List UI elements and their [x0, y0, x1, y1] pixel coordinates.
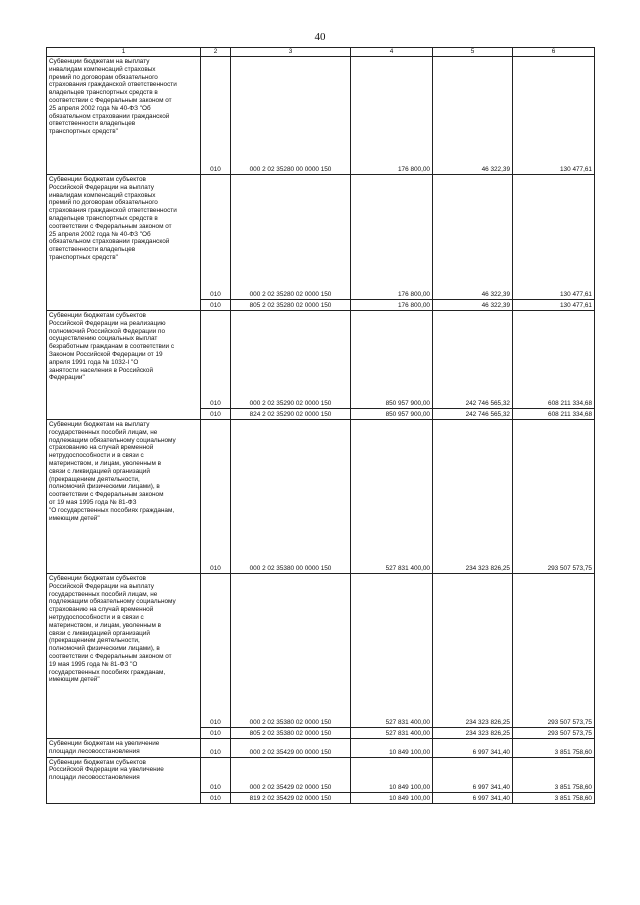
column-number-1: 1 — [47, 48, 201, 57]
line-code-cell: 010 — [201, 739, 231, 758]
indicator-description — [47, 311, 201, 420]
executed-amount-cell: 46 322,39 — [433, 57, 513, 175]
line-code-cell: 010 — [201, 420, 231, 574]
line-code-cell: 010 — [201, 409, 231, 420]
executed-amount-cell: 242 746 565,32 — [433, 311, 513, 409]
indicator-description — [47, 739, 201, 758]
budget-classification-code-cell: 000 2 02 35290 02 0000 150 — [231, 311, 351, 409]
approved-amount-cell: 10 849 100,00 — [351, 739, 433, 758]
column-number-6: 6 — [513, 48, 595, 57]
approved-amount-cell: 176 800,00 — [351, 57, 433, 175]
approved-amount-cell: 850 957 900,00 — [351, 409, 433, 420]
executed-amount-cell: 46 322,39 — [433, 300, 513, 311]
approved-amount-cell: 10 849 100,00 — [351, 757, 433, 792]
line-code-cell: 010 — [201, 757, 231, 792]
table-row — [47, 574, 595, 728]
approved-amount-cell: 176 800,00 — [351, 300, 433, 311]
column-number-4: 4 — [351, 48, 433, 57]
unexecuted-amount-cell: 130 477,61 — [513, 175, 595, 300]
executed-amount-cell: 234 323 826,25 — [433, 728, 513, 739]
indicator-description-text: Субвенции бюджетам субъектов Российской Федерации на выплату инвалидам компенсаций страховых премий по договорам обязательного страхования гражданской ответственности владельцев транспортных средств в соответствии с Федеральным законом от 25 апреля 2002 года № 40-ФЗ "Об обязательном страховании гражданской ответственности владельцев транспортных средств" — [49, 176, 177, 261]
line-code-cell: 010 — [201, 57, 231, 175]
executed-amount-cell: 234 323 826,25 — [433, 420, 513, 574]
approved-amount-cell: 527 831 400,00 — [351, 574, 433, 728]
budget-classification-code-cell: 824 2 02 35290 02 0000 150 — [231, 409, 351, 420]
table-row — [47, 420, 595, 574]
column-number-row — [47, 48, 595, 57]
indicator-description — [47, 574, 201, 739]
table-row — [47, 757, 595, 792]
budget-classification-code-cell: 819 2 02 35429 02 0000 150 — [231, 792, 351, 803]
approved-amount-cell: 176 800,00 — [351, 175, 433, 300]
column-number-2: 2 — [201, 48, 231, 57]
unexecuted-amount-cell: 130 477,61 — [513, 57, 595, 175]
budget-report-table — [46, 47, 595, 804]
indicator-description-text: Субвенции бюджетам субъектов Российской Федерации на увеличение площади лесовосстановления — [49, 758, 164, 782]
table-row — [47, 57, 595, 175]
indicator-description — [47, 57, 201, 175]
table-row — [47, 175, 595, 300]
budget-classification-code-cell: 000 2 02 35429 00 0000 150 — [231, 739, 351, 758]
line-code-cell: 010 — [201, 311, 231, 409]
budget-classification-code-cell: 805 2 02 35380 02 0000 150 — [231, 728, 351, 739]
approved-amount-cell: 527 831 400,00 — [351, 728, 433, 739]
indicator-description-text: Субвенции бюджетам на увеличение площади лесовосстановления — [49, 740, 160, 755]
budget-classification-code-cell: 000 2 02 35429 02 0000 150 — [231, 757, 351, 792]
budget-classification-code-cell: 000 2 02 35280 00 0000 150 — [231, 57, 351, 175]
approved-amount-cell: 10 849 100,00 — [351, 792, 433, 803]
executed-amount-cell: 6 997 341,40 — [433, 792, 513, 803]
unexecuted-amount-cell: 293 507 573,75 — [513, 574, 595, 728]
unexecuted-amount-cell: 293 507 573,75 — [513, 420, 595, 574]
table-body — [47, 48, 595, 804]
unexecuted-amount-cell: 130 477,61 — [513, 300, 595, 311]
indicator-description — [47, 175, 201, 311]
approved-amount-cell: 850 957 900,00 — [351, 311, 433, 409]
executed-amount-cell: 6 997 341,40 — [433, 757, 513, 792]
page-number: 40 — [314, 31, 326, 43]
indicator-description-text: Субвенции бюджетам субъектов Российской Федерации на выплату государственных пособий лицам, не подлежащим обязательному социальному страхованию на случай временной нетрудоспособности и в связи с материнством, и лицам, уволенным в связи с ликвидацией организаций (прекращением деятельности, полномочий физическими лицами), в соответствии с Федеральным законом от 19 мая 1995 года № 81-ФЗ "О государственных пособиях гражданам, имеющим детей" — [49, 575, 176, 684]
executed-amount-cell: 242 746 565,32 — [433, 409, 513, 420]
executed-amount-cell: 46 322,39 — [433, 175, 513, 300]
line-code-cell: 010 — [201, 175, 231, 300]
column-number-3: 3 — [231, 48, 351, 57]
executed-amount-cell: 234 323 826,25 — [433, 574, 513, 728]
line-code-cell: 010 — [201, 792, 231, 803]
line-code-cell: 010 — [201, 300, 231, 311]
unexecuted-amount-cell: 608 211 334,68 — [513, 311, 595, 409]
table-row — [47, 311, 595, 409]
budget-classification-code-cell: 000 2 02 35380 00 0000 150 — [231, 420, 351, 574]
unexecuted-amount-cell: 3 851 758,60 — [513, 757, 595, 792]
column-number-5: 5 — [433, 48, 513, 57]
unexecuted-amount-cell: 293 507 573,75 — [513, 728, 595, 739]
indicator-description — [47, 757, 201, 803]
budget-classification-code-cell: 000 2 02 35380 02 0000 150 — [231, 574, 351, 728]
indicator-description-text: Субвенции бюджетам на выплату государственных пособий лицам, не подлежащим обязательному социальному страхованию на случай временной нетрудоспособности и в связи с материнством, и лицам, уволенным в связи с ликвидацией организаций (прекращением деятельности, полномочий физическими лицами), в соответствии с Федеральным законом от 19 мая 1995 года № 81-ФЗ "О государственных пособиях гражданам, имеющим детей" — [49, 421, 176, 522]
table-row — [47, 739, 595, 758]
budget-classification-code-cell: 000 2 02 35280 02 0000 150 — [231, 175, 351, 300]
approved-amount-cell: 527 831 400,00 — [351, 420, 433, 574]
unexecuted-amount-cell: 608 211 334,68 — [513, 409, 595, 420]
indicator-description — [47, 420, 201, 574]
indicator-description-text: Субвенции бюджетам на выплату инвалидам компенсаций страховых премий по договорам обязательного страхования гражданской ответственности владельцев транспортных средств в соответствии с Федеральным законом от 25 апреля 2002 года № 40-ФЗ "Об обязательном страховании гражданской ответственности владельцев транспортных средств" — [49, 58, 177, 136]
budget-classification-code-cell: 805 2 02 35280 02 0000 150 — [231, 300, 351, 311]
indicator-description-text: Субвенции бюджетам субъектов Российской Федерации на реализацию полномочий Российской Федерации по осуществлению социальных выплат безработным гражданам в соответствии с Законом Российской Федерации от 19 апреля 1991 года № 1032-I "О занятости населения в Российской Федерации" — [49, 312, 175, 382]
line-code-cell: 010 — [201, 728, 231, 739]
line-code-cell: 010 — [201, 574, 231, 728]
unexecuted-amount-cell: 3 851 758,60 — [513, 792, 595, 803]
executed-amount-cell: 6 997 341,40 — [433, 739, 513, 758]
unexecuted-amount-cell: 3 851 758,60 — [513, 739, 595, 758]
